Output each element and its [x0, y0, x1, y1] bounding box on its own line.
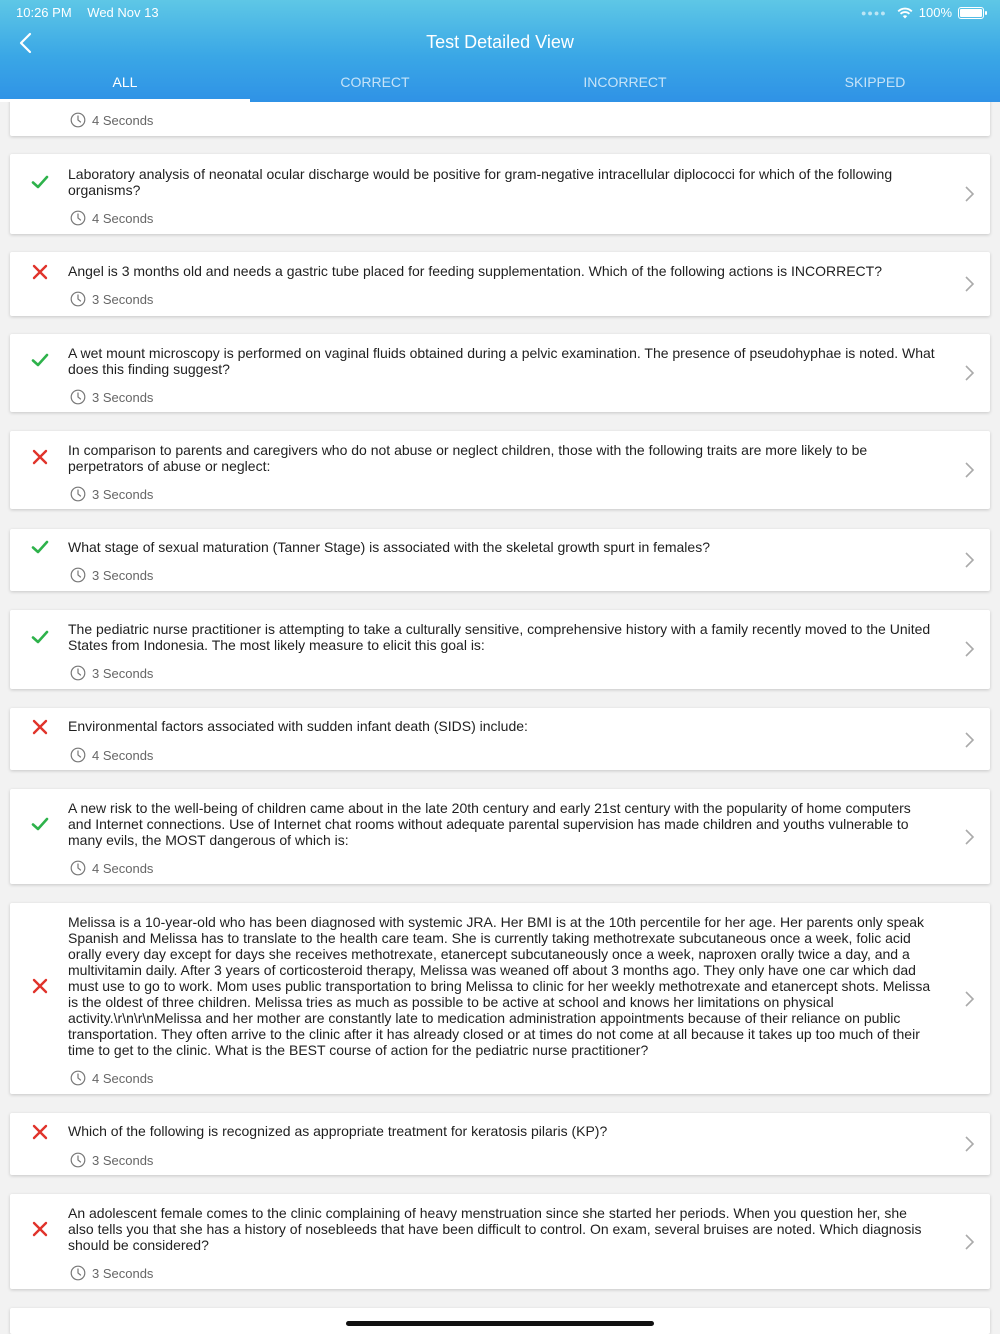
time-label: 4 Seconds — [92, 112, 154, 128]
chevron-right-icon — [962, 364, 976, 382]
check-icon — [30, 627, 50, 647]
question-card[interactable] — [10, 1113, 990, 1175]
chevron-right-icon — [962, 551, 976, 569]
time-spent — [70, 210, 153, 226]
clock-icon — [70, 1070, 86, 1086]
chevron-right-icon — [962, 731, 976, 749]
clock-icon — [70, 1152, 86, 1168]
chevron-right-icon — [962, 275, 976, 293]
time-label: 3 Seconds — [92, 291, 154, 307]
x-icon — [30, 717, 50, 737]
check-icon — [30, 350, 50, 370]
question-text: Angel is 3 months old and needs a gastric tube placed for feeding supplementation. Which of the following actions is INCORRECT? — [68, 263, 882, 279]
time-label: 3 Seconds — [92, 389, 154, 405]
wifi-icon — [897, 7, 913, 19]
question-text: A new risk to the well-being of children came about in the late 20th century and early 21st century with the popularity of home computers and Internet connections. Use of Internet chat rooms without adequate parental supervision has made children and youths vulnerable to many evils, the MOST dangerous of which is: — [68, 800, 911, 848]
question-text: Laboratory analysis of neonatal ocular discharge would be positive for gram-negative intracellular diplococci for which of the following organisms? — [68, 166, 893, 198]
question-text: What stage of sexual maturation (Tanner Stage) is associated with the skeletal growth spurt in females? — [68, 539, 710, 555]
battery-icon — [958, 7, 984, 19]
clock-icon — [70, 291, 86, 307]
tab-incorrect[interactable]: INCORRECT — [583, 74, 667, 90]
time-label: 3 Seconds — [92, 486, 154, 502]
clock-icon — [70, 860, 86, 876]
question-card[interactable] — [10, 252, 990, 316]
chevron-right-icon — [962, 461, 976, 479]
page-title: Test Detailed View — [426, 32, 574, 52]
question-card[interactable] — [10, 708, 990, 770]
time-spent — [70, 291, 153, 307]
question-text: Environmental factors associated with sudden infant death (SIDS) include: — [68, 718, 528, 734]
clock-icon — [70, 210, 86, 226]
check-icon — [30, 172, 50, 192]
time-spent — [70, 665, 153, 681]
time-spent — [70, 747, 153, 763]
clock-icon — [70, 112, 86, 128]
question-text: Melissa is a 10-year-old who has been diagnosed with systemic JRA. Her BMI is at the 10th percentile for her age. Her parents only speak Spanish and Melissa has to translate to the health care team. She is currently taking methotrexate subcutaneous once a week, folic acid orally every day except for days she receives methotrexate, etanercept subcutaneously once a week, naproxen orally twice a day, and a multivitamin daily. After 3 years of corticosteroid therapy, Melissa was weaned off about 3 months ago. They only have one car which dad must use to go to work. Mom uses public transportation to bring Melissa to clinic for her weekly methotrexate and etanercept shots. Melissa is the oldest of three children. Melissa tries as much as possible to be active at school and knows her limitations on physical activity.\r\n\r\nMelissa and her mother are constantly late to medication administration appointments because of their reliance on public transportation. They often arrive to the clinic after it has already closed or at times do not come at all because it takes up too much of their time to get to the clinic. What is the BEST course of action for the pediatric nurse practitioner? — [68, 914, 931, 1058]
app-header — [0, 0, 1000, 102]
question-card[interactable] — [10, 154, 990, 234]
tab-correct[interactable]: CORRECT — [340, 74, 410, 90]
battery-percent: 100% — [918, 5, 952, 20]
time-spent — [70, 860, 153, 876]
question-card[interactable] — [10, 334, 990, 412]
time-label: 3 Seconds — [92, 1265, 154, 1281]
clock-icon — [70, 665, 86, 681]
x-icon — [30, 262, 50, 282]
x-icon — [30, 976, 50, 996]
status-date: Wed Nov 13 — [87, 5, 159, 20]
chevron-right-icon — [962, 990, 976, 1008]
signal-icon: ●●●● — [861, 7, 887, 18]
chevron-right-icon — [962, 1233, 976, 1251]
x-icon — [30, 1219, 50, 1239]
clock-icon — [70, 1265, 86, 1281]
time-label: 3 Seconds — [92, 1152, 154, 1168]
time-label: 4 Seconds — [92, 1070, 154, 1086]
check-icon — [30, 537, 50, 557]
time-spent — [70, 567, 153, 583]
question-card[interactable] — [10, 529, 990, 591]
question-text: Which of the following is recognized as appropriate treatment for keratosis pilaris (KP)? — [68, 1123, 608, 1139]
time-spent — [70, 1152, 153, 1168]
question-card[interactable] — [10, 903, 990, 1094]
chevron-right-icon — [962, 185, 976, 203]
chevron-right-icon — [962, 1135, 976, 1153]
time-label: 3 Seconds — [92, 567, 154, 583]
time-spent — [70, 389, 153, 405]
clock-icon — [70, 389, 86, 405]
x-icon — [30, 1122, 50, 1142]
filter-tabs — [0, 62, 1000, 102]
home-indicator — [346, 1321, 654, 1326]
time-label: 4 Seconds — [92, 860, 154, 876]
question-card[interactable] — [10, 1194, 990, 1289]
check-icon — [30, 814, 50, 834]
time-spent — [70, 486, 153, 502]
question-text: A wet mount microscopy is performed on vaginal fluids obtained during a pelvic examination. The presence of pseudohyphae is noted. What does this finding suggest? — [68, 345, 935, 377]
question-card[interactable] — [10, 431, 990, 509]
time-label: 4 Seconds — [92, 747, 154, 763]
tab-all[interactable]: ALL — [0, 62, 250, 102]
question-card[interactable] — [10, 610, 990, 689]
time-spent — [70, 1265, 153, 1281]
clock-icon — [70, 747, 86, 763]
clock-icon — [70, 567, 86, 583]
question-text: The pediatric nurse practitioner is attempting to take a culturally sensitive, comprehensive history with a family recently moved to the United States from Indonesia. The most likely measure to elicit this goal is: — [68, 621, 931, 653]
status-time: 10:26 PM — [16, 5, 72, 20]
time-label: 3 Seconds — [92, 665, 154, 681]
question-card[interactable] — [10, 789, 990, 884]
time-spent — [70, 112, 153, 128]
question-text: In comparison to parents and caregivers who do not abuse or neglect children, those with the following traits are more likely to be perpetrators of abuse or neglect: — [68, 442, 868, 474]
nav-bar — [0, 24, 1000, 60]
chevron-right-icon — [962, 640, 976, 658]
clock-icon — [70, 486, 86, 502]
tab-skipped[interactable]: SKIPPED — [844, 74, 906, 90]
time-spent — [70, 1070, 153, 1086]
x-icon — [30, 447, 50, 467]
chevron-right-icon — [962, 828, 976, 846]
question-text: An adolescent female comes to the clinic complaining of heavy menstruation since she started her periods. When you question her, she also tells you that she has a history of nosebleeds that have been difficult to control. On exam, several bruises are noted. Which diagnosis should be considered? — [68, 1205, 922, 1253]
status-bar — [0, 0, 1000, 24]
time-label: 4 Seconds — [92, 210, 154, 226]
